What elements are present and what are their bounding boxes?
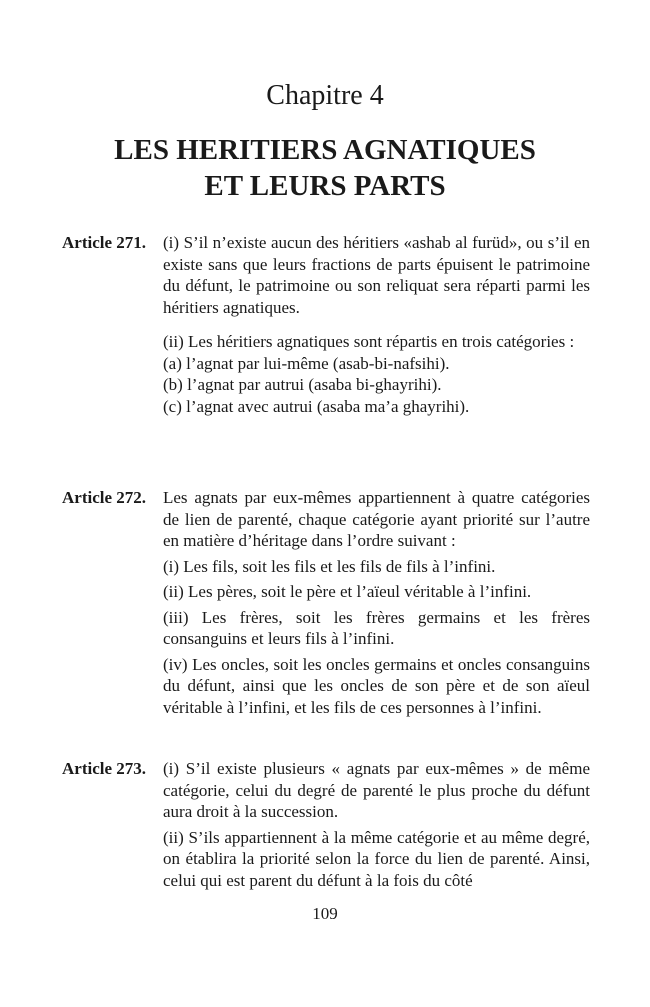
- list-item: (a) l’agnat par lui-même (asab-bi-nafsihi).: [163, 353, 450, 373]
- article-paragraph: (ii) Les pères, soit le père et l’aïeul véritable à l’infini.: [163, 582, 532, 601]
- article-paragraph: (i) S’il existe plusieurs « agnats par eux-mêmes » de même catégorie, celui du degré de parenté le plus proche du défunt aura droit à la succession.: [163, 759, 590, 821]
- article-271: [62, 232, 590, 417]
- article-label: Article 272.: [62, 488, 147, 507]
- article-paragraph: (ii) S’ils appartiennent à la même catégorie et au même degré, on établira la priorité selon la force du lien de parenté. Ainsi, celui qui est parent du défunt à la fois du côté: [163, 827, 590, 890]
- article-body: [163, 758, 590, 891]
- article-272: [62, 487, 590, 718]
- article-body: [163, 487, 590, 718]
- list-item: (b) l’agnat par autrui (asaba bi-ghayrihi).: [163, 375, 442, 394]
- article-273: [62, 758, 590, 891]
- article-paragraph: (iii) Les frères, soit les frères germains et les frères consanguins et leurs fils à l’infini.: [163, 607, 590, 648]
- article-paragraph: Les agnats par eux-mêmes appartiennent à quatre catégories de lien de parenté, chaque catégorie ayant priorité sur l’autre en matière d’héritage dans l’ordre suivant :: [163, 488, 590, 550]
- article-body: [163, 232, 590, 417]
- article-label: Article 273.: [62, 759, 147, 778]
- chapter-label: Chapitre 4: [266, 80, 384, 111]
- article-label: Article 271.: [62, 233, 147, 252]
- article-paragraph: (i) Les fils, soit les fils et les fils de fils à l’infini.: [163, 556, 496, 576]
- chapter-title-line-2: ET LEURS PARTS: [204, 170, 446, 202]
- article-paragraph: (i) S’il n’existe aucun des héritiers «ashab al furüd», ou s’il en existe sans que leurs fractions de parts épuisent le patrimoine du défunt, le patrimoine ou son reliquat sera réparti parmi les héritiers agnatiques.: [163, 233, 590, 317]
- article-paragraph: (ii) Les héritiers agnatiques sont répartis en trois catégories :: [163, 332, 575, 351]
- article-paragraph: (iv) Les oncles, soit les oncles germains et oncles consanguins du défunt, ainsi que les oncles de son père et de son aïeul véritable à l’infini, et les fils de ces personnes à l’infini.: [163, 654, 590, 717]
- chapter-title: [0, 132, 650, 204]
- list-item: (c) l’agnat avec autrui (asaba ma’a ghayrihi).: [163, 396, 470, 416]
- page-number: 109: [312, 904, 338, 923]
- chapter-title-line-1: LES HERITIERS AGNATIQUES: [114, 134, 536, 166]
